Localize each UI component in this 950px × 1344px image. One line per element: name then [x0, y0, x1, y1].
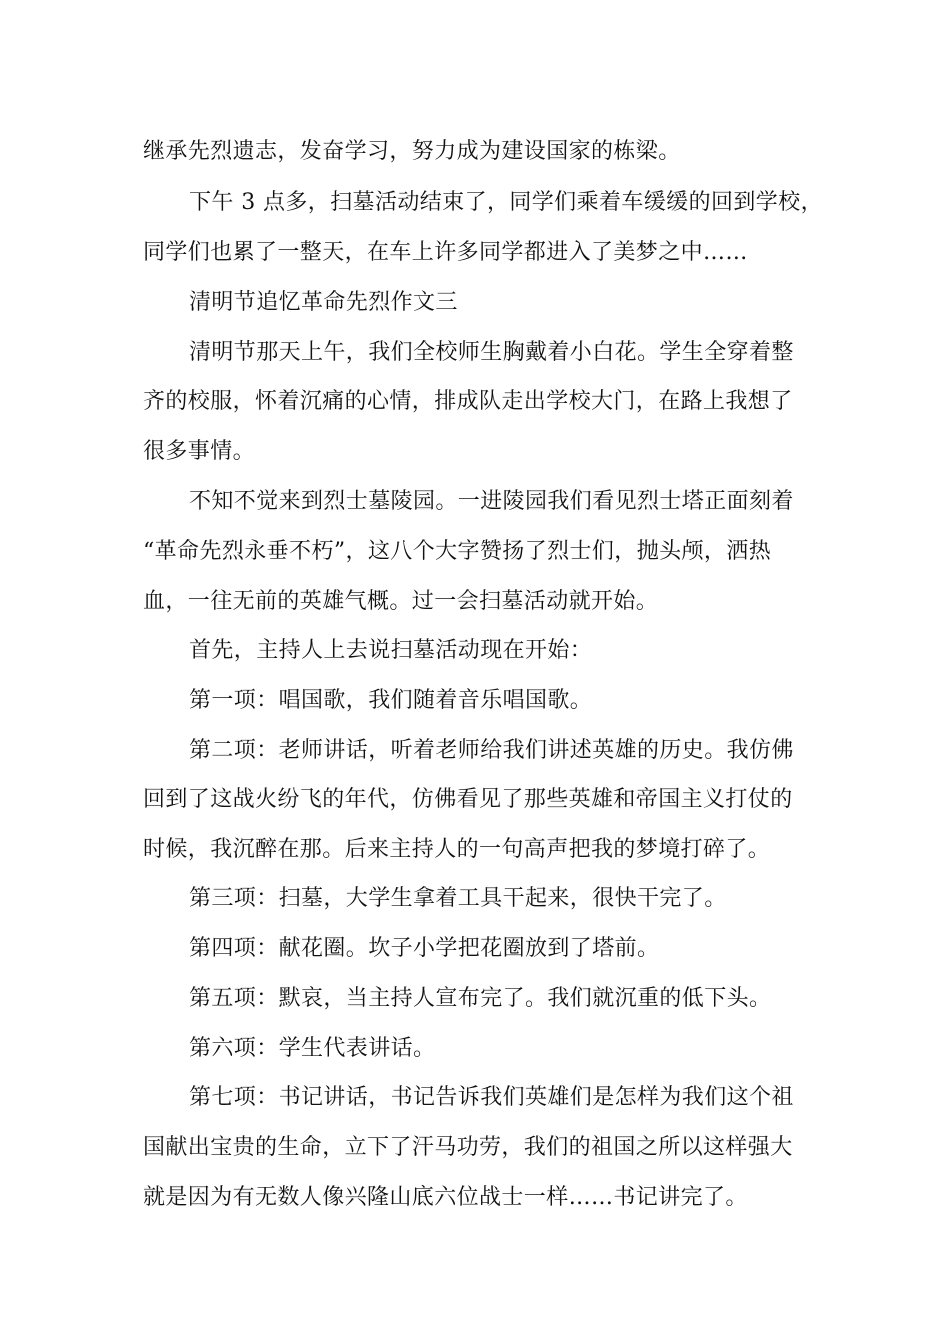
- section-heading: 清明节追忆革命先烈作文三: [189, 290, 458, 315]
- paragraph-line: 第七项：书记讲话，书记告诉我们英雄们是怎样为我们这个祖: [189, 1085, 794, 1110]
- paragraph-line: 下午 3 点多，扫墓活动结束了，同学们乘着车缓缓的回到学校，: [189, 190, 823, 215]
- paragraph-line: 就是因为有无数人像兴隆山底六位战士一样……书记讲完了。: [143, 1185, 748, 1210]
- paragraph-line: 齐的校服，怀着沉痛的心情，排成队走出学校大门，在路上我想了: [143, 389, 793, 414]
- paragraph-line: 第三项：扫墓，大学生拿着工具干起来，很快干完了。: [189, 886, 727, 911]
- paragraph-line: 清明节那天上午，我们全校师生胸戴着小白花。学生全穿着整: [189, 340, 794, 365]
- paragraph-line: 首先，主持人上去说扫墓活动现在开始：: [189, 638, 593, 663]
- paragraph-line: “革命先烈永垂不朽”，这八个大字赞扬了烈士们，抛头颅，洒热: [143, 539, 772, 564]
- paragraph-line: 很多事情。: [143, 439, 256, 464]
- paragraph-line: 第五项：默哀，当主持人宣布完了。我们就沉重的低下头。: [189, 986, 772, 1011]
- paragraph-line: 第六项：学生代表讲话。: [189, 1036, 436, 1061]
- paragraph-line: 同学们也累了一整天，在车上许多同学都进入了美梦之中……: [143, 240, 748, 265]
- paragraph-line: 第二项：老师讲话，听着老师给我们讲述英雄的历史。我仿佛: [189, 738, 794, 763]
- paragraph-line: 继承先烈遗志，发奋学习，努力成为建设国家的栋梁。: [143, 139, 681, 164]
- paragraph-line: 不知不觉来到烈士墓陵园。一进陵园我们看见烈士塔正面刻着: [189, 489, 794, 514]
- paragraph-line: 第四项：献花圈。坎子小学把花圈放到了塔前。: [189, 936, 660, 961]
- paragraph-line: 血，一往无前的英雄气概。过一会扫墓活动就开始。: [143, 589, 659, 614]
- paragraph-line: 回到了这战火纷飞的年代，仿佛看见了那些英雄和帝国主义打仗的: [143, 787, 793, 812]
- paragraph-line: 国献出宝贵的生命，立下了汗马功劳，我们的祖国之所以这样强大: [143, 1135, 793, 1160]
- paragraph-line: 第一项：唱国歌，我们随着音乐唱国歌。: [189, 688, 593, 713]
- paragraph-line: 时候，我沉醉在那。后来主持人的一句高声把我的梦境打碎了。: [143, 837, 771, 862]
